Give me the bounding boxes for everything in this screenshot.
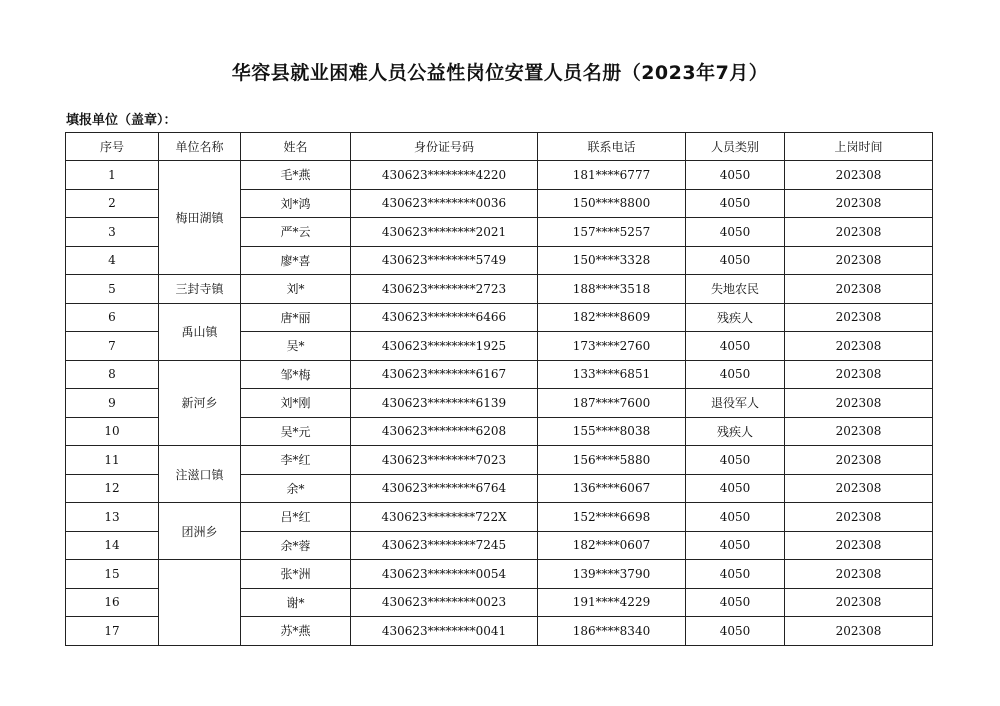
cell-no: 3 [66, 218, 159, 247]
table-row [66, 161, 933, 190]
reporting-unit-label: 填报单位（盖章）： [66, 113, 177, 128]
cell-phone: 182****0607 [538, 531, 686, 560]
cell-start: 202308 [785, 560, 933, 589]
cell-no: 13 [66, 503, 159, 532]
cell-phone: 155****8038 [538, 417, 686, 446]
cell-start: 202308 [785, 446, 933, 475]
cell-start: 202308 [785, 503, 933, 532]
cell-id: 430623********4220 [351, 161, 538, 190]
cell-phone: 150****3328 [538, 246, 686, 275]
cell-start: 202308 [785, 474, 933, 503]
cell-name: 刘*刚 [241, 389, 351, 418]
table-header-row [66, 133, 933, 161]
cell-no: 12 [66, 474, 159, 503]
cell-phone: 152****6698 [538, 503, 686, 532]
cell-start: 202308 [785, 531, 933, 560]
cell-start: 202308 [785, 303, 933, 332]
cell-unit: 新河乡 [159, 360, 241, 446]
cell-name: 余*蓉 [241, 531, 351, 560]
table-row [66, 560, 933, 589]
cell-no: 15 [66, 560, 159, 589]
cell-phone: 191****4229 [538, 588, 686, 617]
cell-start: 202308 [785, 218, 933, 247]
cell-start: 202308 [785, 617, 933, 646]
cell-category: 残疾人 [686, 303, 785, 332]
cell-start: 202308 [785, 189, 933, 218]
cell-id: 430623********0054 [351, 560, 538, 589]
cell-no: 5 [66, 275, 159, 304]
cell-category: 4050 [686, 332, 785, 361]
cell-id: 430623********5749 [351, 246, 538, 275]
cell-name: 余* [241, 474, 351, 503]
cell-phone: 182****8609 [538, 303, 686, 332]
table-row [66, 503, 933, 532]
cell-id: 430623********2723 [351, 275, 538, 304]
cell-unit: 梅田湖镇 [159, 161, 241, 275]
table-row [66, 275, 933, 304]
cell-phone: 150****8800 [538, 189, 686, 218]
cell-start: 202308 [785, 246, 933, 275]
cell-name: 唐*丽 [241, 303, 351, 332]
cell-no: 14 [66, 531, 159, 560]
cell-id: 430623********722X [351, 503, 538, 532]
cell-unit [159, 560, 241, 646]
header-start: 上岗时间 [785, 133, 933, 161]
cell-id: 430623********0023 [351, 588, 538, 617]
cell-start: 202308 [785, 389, 933, 418]
page-title: 华容县就业困难人员公益性岗位安置人员名册（2023年7月） [231, 62, 769, 84]
cell-unit: 三封寺镇 [159, 275, 241, 304]
cell-name: 李*红 [241, 446, 351, 475]
table-row [66, 360, 933, 389]
table-row [66, 446, 933, 475]
header-name: 姓名 [241, 133, 351, 161]
cell-category: 4050 [686, 588, 785, 617]
cell-id: 430623********6167 [351, 360, 538, 389]
cell-name: 张*洲 [241, 560, 351, 589]
cell-category: 4050 [686, 560, 785, 589]
cell-name: 严*云 [241, 218, 351, 247]
cell-id: 430623********7245 [351, 531, 538, 560]
cell-start: 202308 [785, 588, 933, 617]
cell-id: 430623********6139 [351, 389, 538, 418]
cell-name: 谢* [241, 588, 351, 617]
cell-category: 4050 [686, 360, 785, 389]
cell-name: 吴*元 [241, 417, 351, 446]
cell-name: 廖*喜 [241, 246, 351, 275]
cell-category: 残疾人 [686, 417, 785, 446]
cell-start: 202308 [785, 275, 933, 304]
cell-unit: 团洲乡 [159, 503, 241, 560]
cell-name: 毛*燕 [241, 161, 351, 190]
cell-id: 430623********6208 [351, 417, 538, 446]
cell-no: 17 [66, 617, 159, 646]
cell-no: 1 [66, 161, 159, 190]
cell-name: 邹*梅 [241, 360, 351, 389]
header-category: 人员类别 [686, 133, 785, 161]
cell-category: 4050 [686, 246, 785, 275]
cell-no: 16 [66, 588, 159, 617]
cell-category: 4050 [686, 474, 785, 503]
cell-no: 8 [66, 360, 159, 389]
cell-phone: 136****6067 [538, 474, 686, 503]
header-phone: 联系电话 [538, 133, 686, 161]
cell-unit: 注滋口镇 [159, 446, 241, 503]
table-row [66, 303, 933, 332]
cell-start: 202308 [785, 332, 933, 361]
cell-id: 430623********2021 [351, 218, 538, 247]
cell-start: 202308 [785, 417, 933, 446]
cell-no: 2 [66, 189, 159, 218]
cell-id: 430623********7023 [351, 446, 538, 475]
cell-category: 4050 [686, 161, 785, 190]
cell-name: 刘* [241, 275, 351, 304]
cell-category: 失地农民 [686, 275, 785, 304]
cell-phone: 139****3790 [538, 560, 686, 589]
cell-no: 6 [66, 303, 159, 332]
cell-name: 苏*燕 [241, 617, 351, 646]
cell-id: 430623********0041 [351, 617, 538, 646]
roster-table [65, 132, 933, 646]
header-unit: 单位名称 [159, 133, 241, 161]
header-id: 身份证号码 [351, 133, 538, 161]
cell-phone: 173****2760 [538, 332, 686, 361]
cell-no: 11 [66, 446, 159, 475]
cell-unit: 禹山镇 [159, 303, 241, 360]
cell-name: 刘*鸿 [241, 189, 351, 218]
cell-phone: 188****3518 [538, 275, 686, 304]
cell-phone: 156****5880 [538, 446, 686, 475]
cell-name: 吕*红 [241, 503, 351, 532]
cell-start: 202308 [785, 360, 933, 389]
cell-phone: 133****6851 [538, 360, 686, 389]
cell-category: 4050 [686, 617, 785, 646]
cell-start: 202308 [785, 161, 933, 190]
cell-phone: 186****8340 [538, 617, 686, 646]
cell-category: 4050 [686, 189, 785, 218]
cell-no: 4 [66, 246, 159, 275]
cell-id: 430623********0036 [351, 189, 538, 218]
cell-phone: 181****6777 [538, 161, 686, 190]
cell-name: 吴* [241, 332, 351, 361]
cell-id: 430623********1925 [351, 332, 538, 361]
cell-category: 4050 [686, 218, 785, 247]
cell-no: 10 [66, 417, 159, 446]
header-no: 序号 [66, 133, 159, 161]
cell-phone: 187****7600 [538, 389, 686, 418]
cell-phone: 157****5257 [538, 218, 686, 247]
cell-category: 4050 [686, 503, 785, 532]
cell-no: 7 [66, 332, 159, 361]
cell-no: 9 [66, 389, 159, 418]
cell-category: 4050 [686, 446, 785, 475]
cell-category: 退役军人 [686, 389, 785, 418]
cell-id: 430623********6466 [351, 303, 538, 332]
cell-id: 430623********6764 [351, 474, 538, 503]
cell-category: 4050 [686, 531, 785, 560]
